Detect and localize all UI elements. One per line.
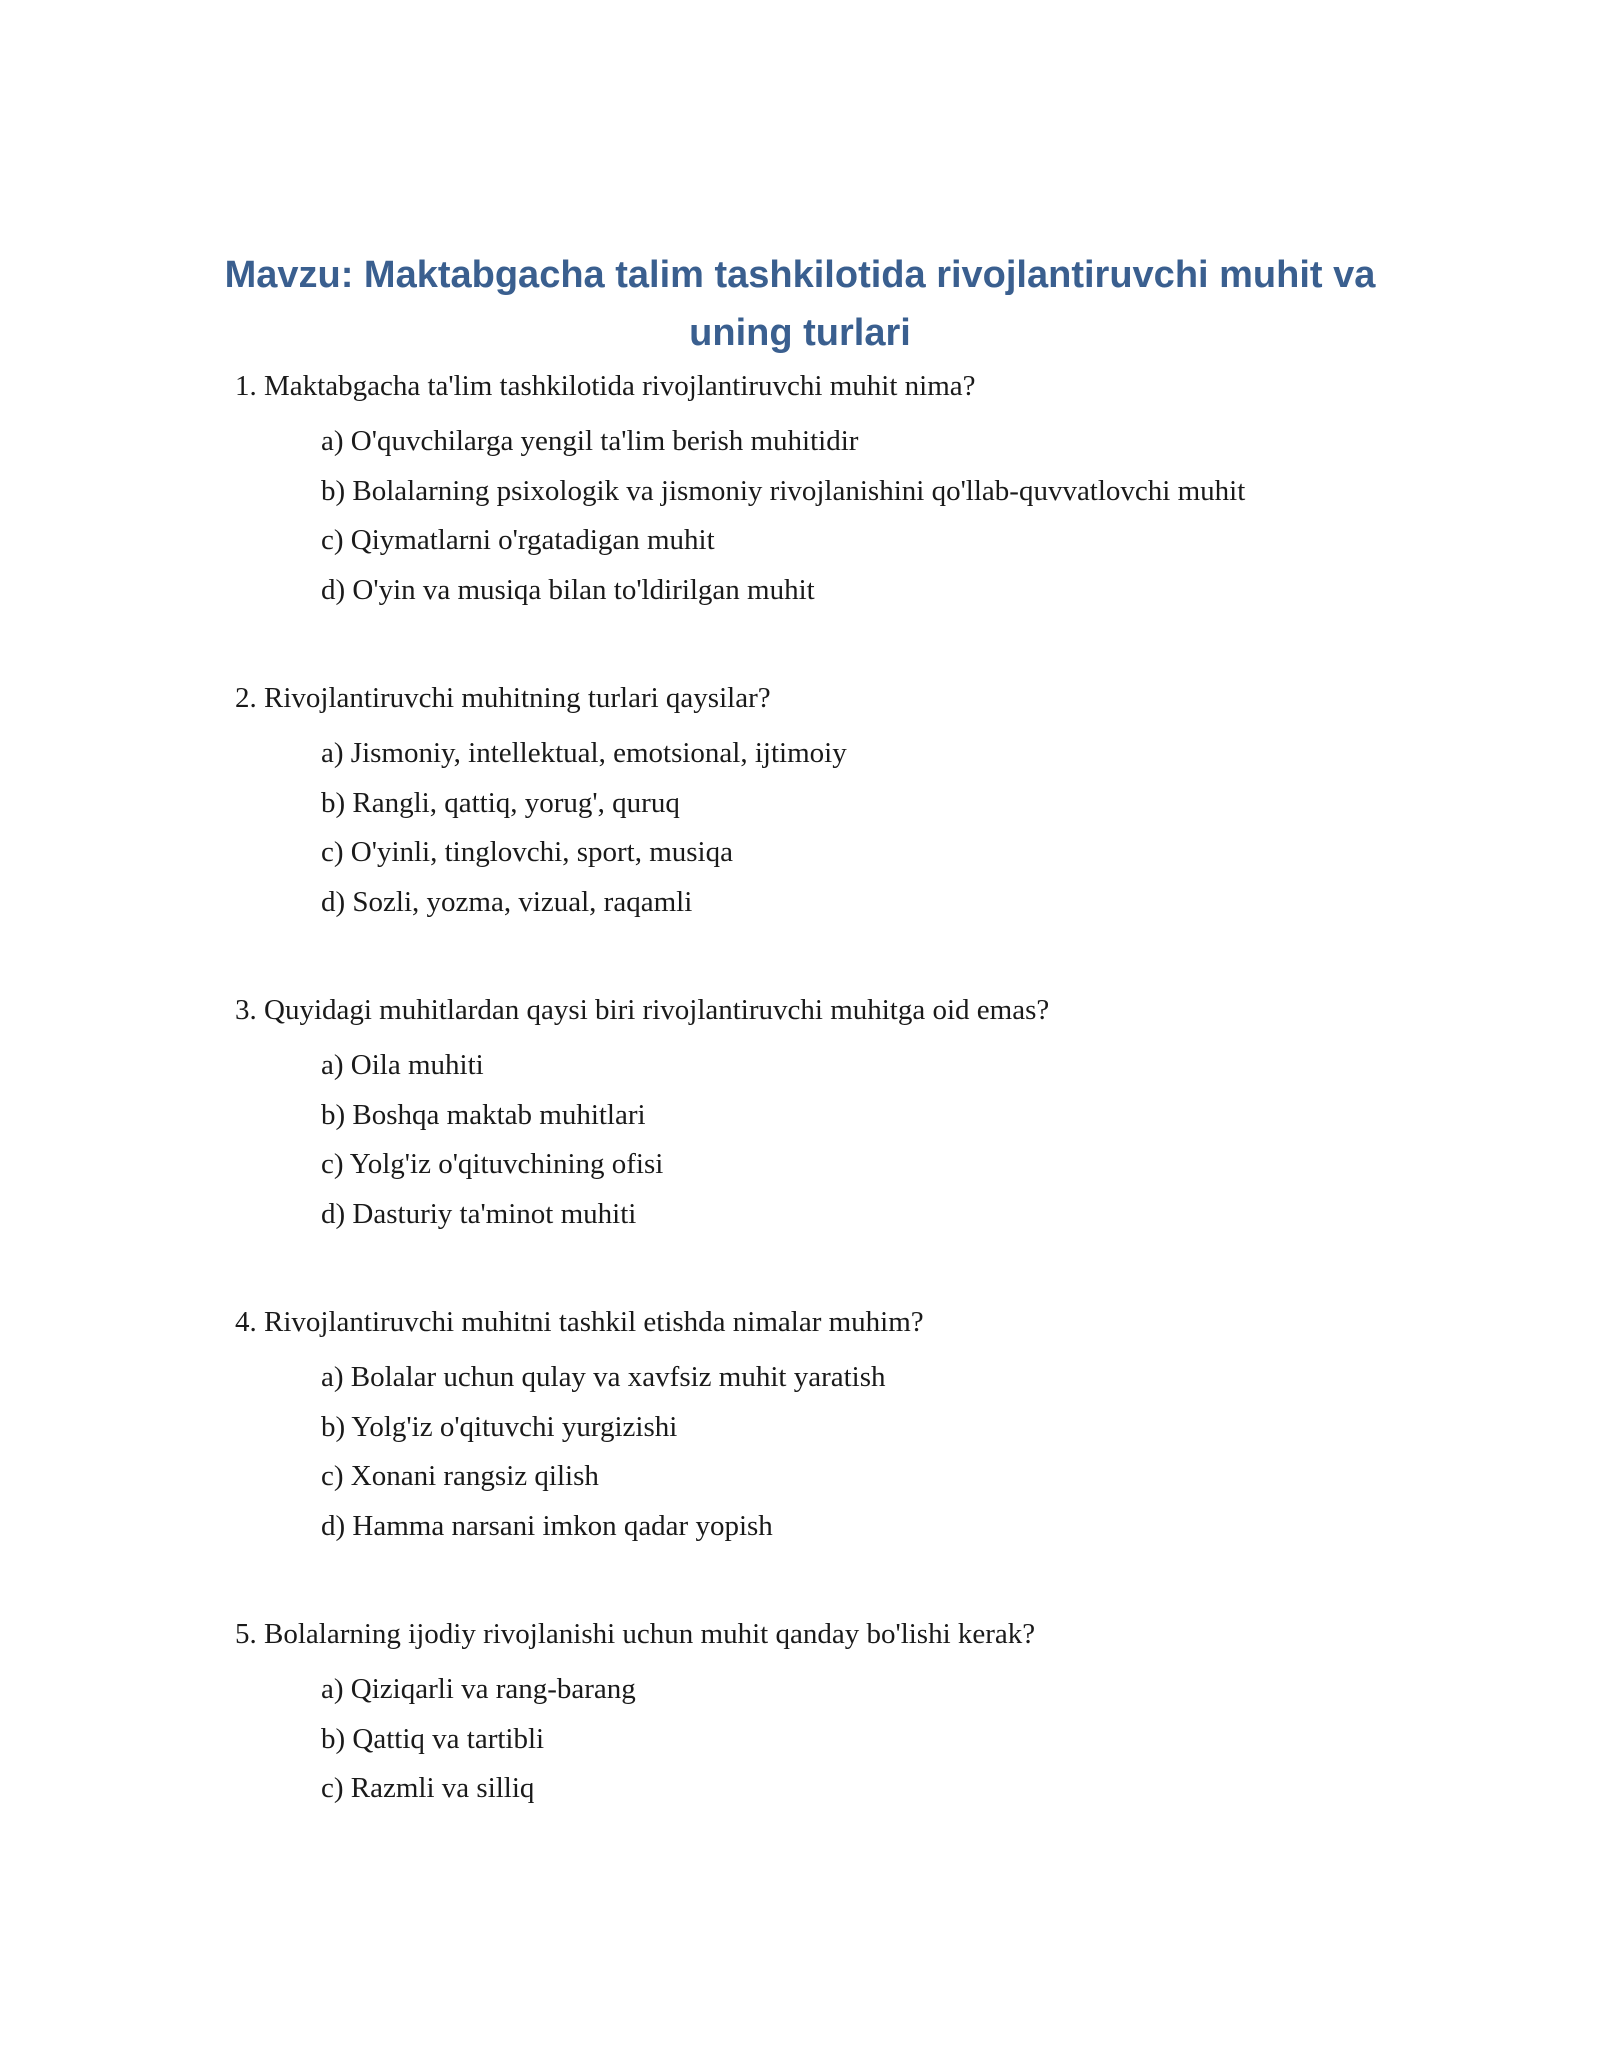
question-item (235, 989, 1435, 1239)
option-item: a) Bolalar uchun qulay va xavfsiz muhit yaratish (321, 1361, 886, 1393)
option-list (235, 729, 1435, 927)
option-list (235, 1665, 1435, 1814)
option-item: d) Hamma narsani imkon qadar yopish (321, 1509, 773, 1542)
option-item: d) O'yin va musiqa bilan to'ldirilgan muhit (321, 573, 815, 606)
question-item (235, 1301, 1435, 1551)
option-item: d) Dasturiy ta'minot muhiti (321, 1197, 637, 1230)
option-item: b) Boshqa maktab muhitlari (321, 1098, 646, 1131)
question-text: 4. Rivojlantiruvchi muhitni tashkil etishda nimalar muhim? (235, 1306, 924, 1338)
option-list (235, 417, 1435, 615)
option-item: a) Jismoniy, intellektual, emotsional, ijtimoiy (321, 737, 847, 769)
option-item: c) O'yinli, tinglovchi, sport, musiqa (321, 836, 733, 868)
option-item: d) Sozli, yozma, vizual, raqamli (321, 885, 693, 918)
question-item (235, 365, 1435, 615)
option-item: b) Yolg'iz o'qituvchi yurgizishi (321, 1410, 678, 1443)
question-item (235, 1613, 1435, 1814)
question-list (235, 365, 1435, 1876)
question-text: 1. Maktabgacha ta'lim tashkilotida rivojlantiruvchi muhit nima? (235, 370, 976, 402)
question-text: 2. Rivojlantiruvchi muhitning turlari qaysilar? (235, 682, 771, 714)
page-title: Mavzu: Maktabgacha talim tashkilotida rivojlantiruvchi muhit va uning turlari (224, 254, 1376, 354)
option-item: a) Oila muhiti (321, 1049, 484, 1081)
question-text: 5. Bolalarning ijodiy rivojlanishi uchun muhit qanday bo'lishi kerak? (235, 1618, 1036, 1650)
option-item: c) Yolg'iz o'qituvchining ofisi (321, 1148, 664, 1180)
question-text: 3. Quyidagi muhitlardan qaysi biri rivojlantiruvchi muhitga oid emas? (235, 994, 1050, 1026)
option-item: a) O'quvchilarga yengil ta'lim berish muhitidir (321, 425, 859, 457)
option-item: b) Qattiq va tartibli (321, 1722, 545, 1755)
option-item: c) Qiymatlarni o'rgatadigan muhit (321, 524, 715, 556)
option-item: c) Razmli va silliq (321, 1772, 535, 1804)
question-item (235, 677, 1435, 927)
option-item: b) Bolalarning psixologik va jismoniy rivojlanishini qo'llab-quvvatlovchi muhit (321, 474, 1246, 507)
option-item: c) Xonani rangsiz qilish (321, 1460, 599, 1492)
option-list (235, 1353, 1435, 1551)
option-item: a) Qiziqarli va rang-barang (321, 1673, 636, 1705)
option-item: b) Rangli, qattiq, yorug', quruq (321, 786, 680, 819)
option-list (235, 1041, 1435, 1239)
